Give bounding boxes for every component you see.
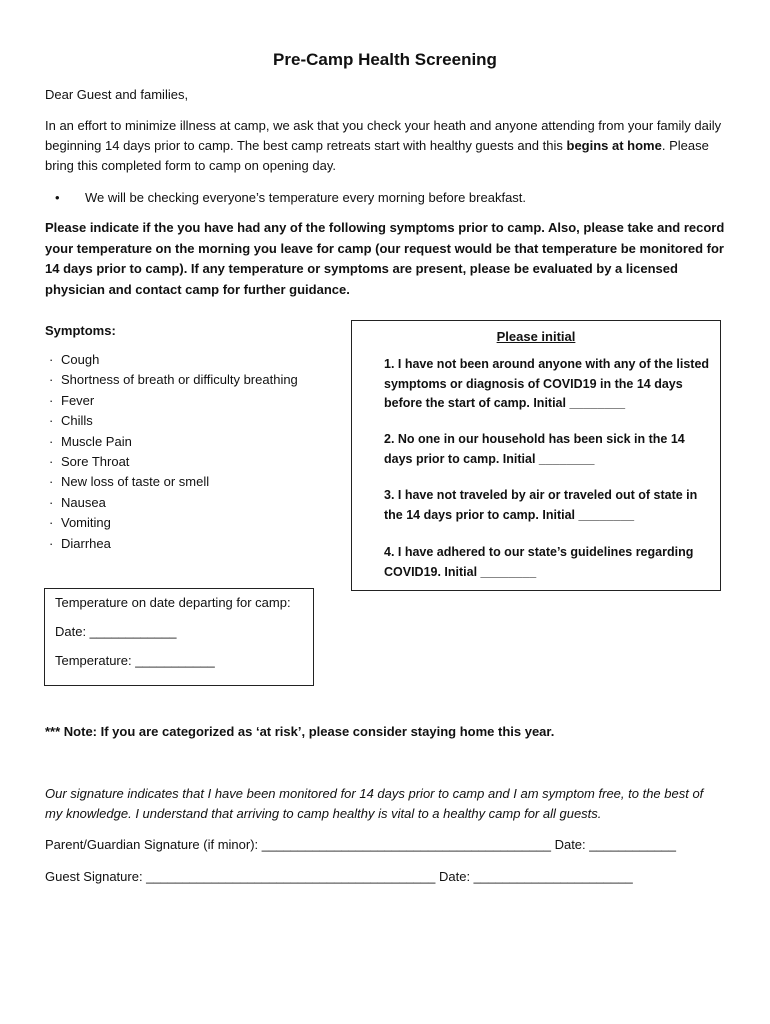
temperature-box xyxy=(44,588,314,686)
symptom-label: Cough xyxy=(61,352,100,367)
list-item xyxy=(45,452,345,472)
symptom-label: Diarrhea xyxy=(61,535,111,551)
temperature-field[interactable]: Temperature: ___________ xyxy=(55,653,215,668)
symptom-label: Sore Throat xyxy=(61,453,130,469)
intro-paragraph xyxy=(45,116,725,176)
bullet-icon: • xyxy=(55,190,60,205)
symptoms-list xyxy=(45,350,345,554)
symptom-label: Vomiting xyxy=(61,515,111,531)
temperature-box-heading: Temperature on date departing for camp: xyxy=(55,595,291,610)
list-item xyxy=(45,472,345,492)
parent-signature-line[interactable]: Parent/Guardian Signature (if minor): ________________________________________ Date: ____________ xyxy=(45,837,677,852)
intro-text-1: In an effort to minimize illness at camp, we ask that you check your heath and anyone attending from your family daily beginning 14 days prior to camp. The best camp retreats start with healthy guests and this xyxy=(45,118,722,153)
list-item xyxy=(45,432,345,452)
initial-item-2[interactable]: 2. No one in our household has been sick in the 14 days prior to camp. Initial ________ xyxy=(384,432,685,466)
intro-bold: begins at home xyxy=(566,138,662,153)
dot-icon: · xyxy=(49,392,54,408)
page-title: Pre-Camp Health Screening xyxy=(273,50,497,69)
date-field[interactable]: Date: ____________ xyxy=(55,624,177,639)
intro-text-2: . Please bring this completed form to camp on opening day. xyxy=(45,138,709,173)
list-item xyxy=(45,534,345,554)
symptom-label: Fever xyxy=(61,392,95,408)
bullet-text: We will be checking everyone’s temperature every morning before breakfast. xyxy=(85,190,527,205)
list-item xyxy=(45,513,345,533)
dot-icon: · xyxy=(49,352,54,367)
greeting: Dear Guest and families, xyxy=(45,87,189,102)
symptom-label: Shortness of breath or difficulty breathing xyxy=(61,372,298,388)
dot-icon: · xyxy=(49,515,54,531)
symptom-label: Muscle Pain xyxy=(61,433,132,449)
initial-box-heading: Please initial xyxy=(496,329,576,344)
initial-item-4[interactable]: 4. I have adhered to our state’s guidelines regarding COVID19. Initial ________ xyxy=(384,545,694,579)
initial-item-1[interactable]: 1. I have not been around anyone with any of the listed symptoms or diagnosis of COVID19 in the 14 days before the start of camp. Initial ________ xyxy=(384,357,710,410)
list-item xyxy=(45,391,345,411)
dot-icon: · xyxy=(49,433,54,449)
bullet-item xyxy=(45,188,725,208)
list-item xyxy=(45,493,345,513)
dot-icon: · xyxy=(49,372,54,388)
symptoms-heading: Symptoms: xyxy=(45,323,116,338)
dot-icon: · xyxy=(49,474,54,490)
dot-icon: · xyxy=(49,494,54,510)
signature-statement: Our signature indicates that I have been monitored for 14 days prior to camp and I am symptom free, to the best of my knowledge. I understand that arriving to camp healthy is vital to a healthy camp for all guests. xyxy=(45,786,704,821)
guest-signature-line[interactable]: Guest Signature: ________________________________________ Date: ______________________ xyxy=(45,869,633,884)
dot-icon: · xyxy=(49,453,54,469)
initial-item-3[interactable]: 3. I have not traveled by air or traveled out of state in the 14 days prior to camp. Initial ________ xyxy=(384,488,698,522)
symptom-label: Chills xyxy=(61,413,93,429)
dot-icon: · xyxy=(49,413,54,429)
list-item xyxy=(45,350,345,370)
list-item xyxy=(45,370,345,390)
symptom-label: New loss of taste or smell xyxy=(61,474,210,490)
at-risk-note: *** Note: If you are categorized as ‘at risk’, please consider staying home this year. xyxy=(45,724,555,739)
instructions: Please indicate if the you have had any of the following symptoms prior to camp. Also, please take and record your temperature on the morning you leave for camp (our request would be that temperature be monitored for 14 days prior to camp). If any temperature or symptoms are present, please be evaluated by a licensed physician and contact camp for further guidance. xyxy=(45,220,725,297)
symptom-label: Nausea xyxy=(61,494,106,510)
list-item xyxy=(45,411,345,431)
dot-icon: · xyxy=(49,535,54,551)
initial-box xyxy=(351,320,721,591)
